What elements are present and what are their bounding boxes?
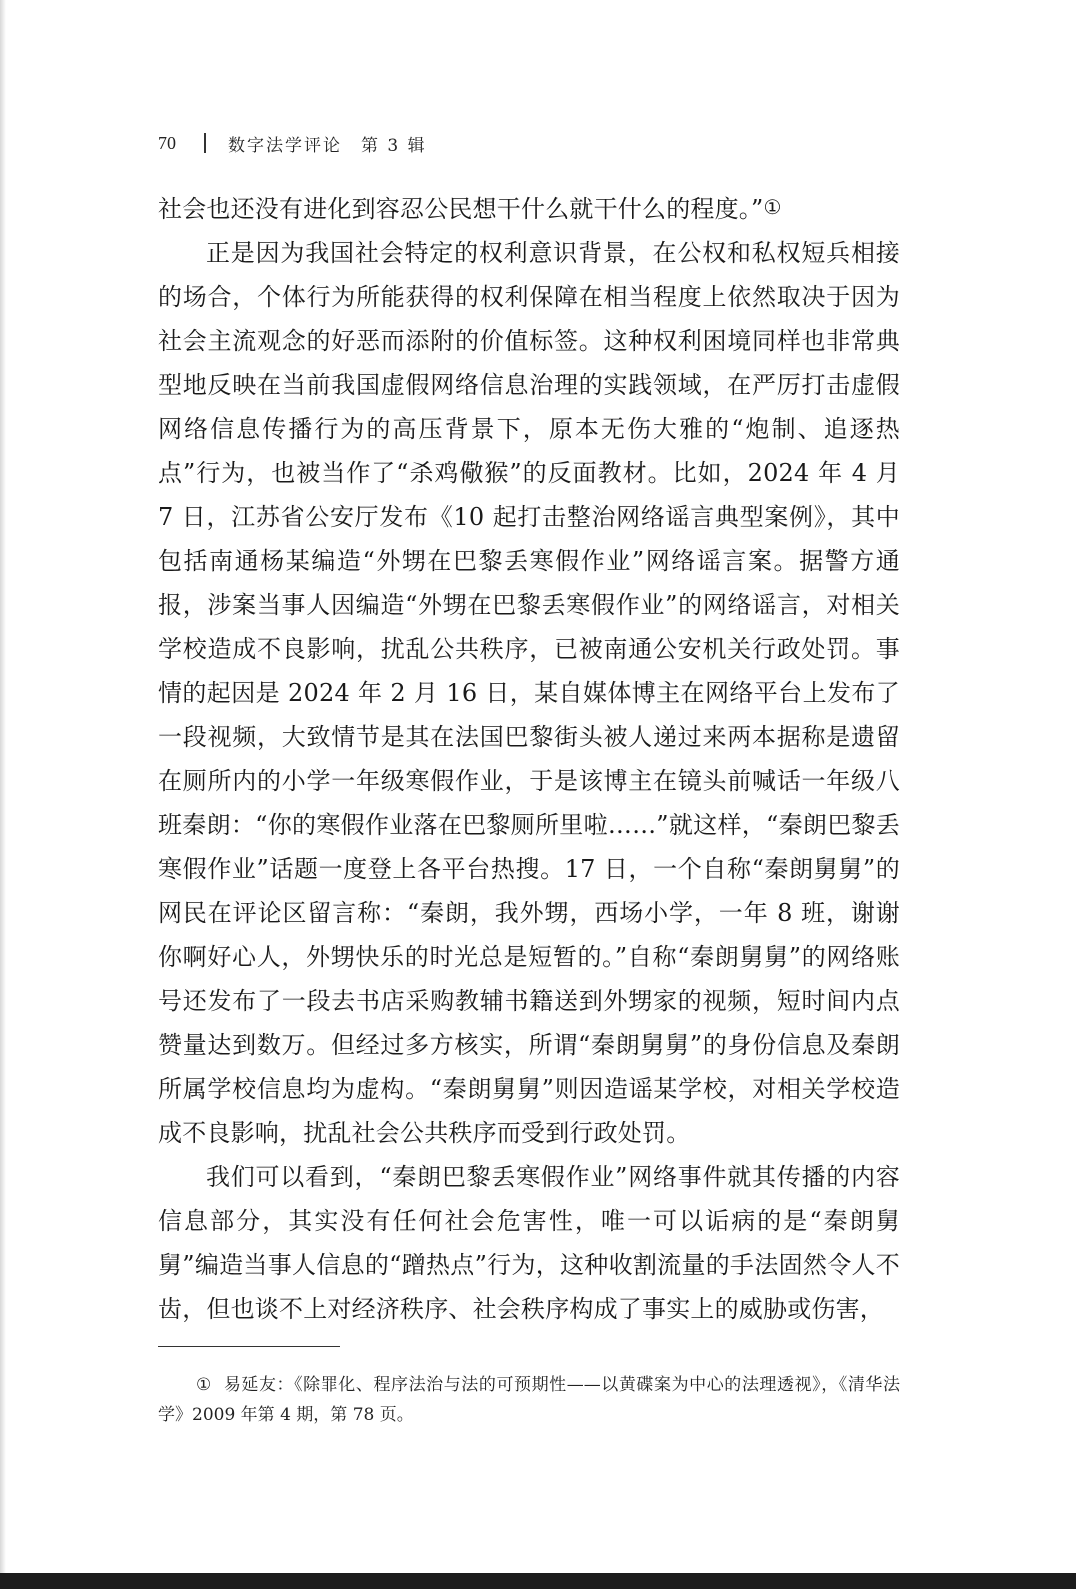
paragraph-text: 我们可以看到，“秦朗巴黎丢寒假作业”网络事件就其传播的内容信息部分，其实没有任何社会危害性，唯一可以诟病的是“秦朗舅舅”编造当事人信息的“蹭热点”行为，这种收割流量的手法固然令人不齿，但也谈不上对经济秩序、社会秩序构成了事实上的威胁或伤害， xyxy=(158,1163,900,1323)
paragraph xyxy=(158,1155,900,1331)
header-separator xyxy=(204,133,206,153)
page-bottom-edge xyxy=(0,1573,1076,1589)
footnote-reference[interactable]: ① xyxy=(763,195,782,219)
body-text xyxy=(158,185,900,1331)
paragraph xyxy=(158,231,900,1155)
page-binding-shadow xyxy=(0,0,6,1589)
footnote-text: 易延友：《除罪化、程序法治与法的可预期性——以黄碟案为中心的法理透视》，《清华法学》2009 年第 4 期，第 78 页。 xyxy=(158,1375,900,1425)
footnote xyxy=(158,1370,900,1430)
footnotes xyxy=(158,1370,900,1430)
footnote-number: ① xyxy=(196,1375,212,1395)
paragraph-continued xyxy=(158,185,900,231)
paragraph-text: 正是因为我国社会特定的权利意识背景，在公权和私权短兵相接的场合，个体行为所能获得的权利保障在相当程度上依然取决于因为社会主流观念的好恶而添附的价值标签。这种权利困境同样也非常典型地反映在当前我国虚假网络信息治理的实践领域，在严厉打击虚假网络信息传播行为的高压背景下，原本无伤大雅的“炮制、追逐热点”行为，也被当作了“杀鸡儆猴”的反面教材。比如，2024 年 4 月 7 日，江苏省公安厅发布《10 起打击整治网络谣言典型案例》，其中包括南通杨某编造“外甥在巴黎丢寒假作业”网络谣言案。据警方通报，涉案当事人因编造“外甥在巴黎丢寒假作业”的网络谣言，对相关学校造成不良影响，扰乱公共秩序，已被南通公安机关行政处罚。事情的起因是 2024 年 2 月 16 日，某自媒体博主在网络平台上发布了一段视频，大致情节是其在法国巴黎街头被人递过来两本据称是遗留在厕所内的小学一年级寒假作业，于是该博主在镜头前喊话一年级八班秦朗：“你的寒假作业落在巴黎厕所里啦……”就这样，“秦朗巴黎丢寒假作业”话题一度登上各平台热搜。17 日，一个自称“秦朗舅舅”的网民在评论区留言称：“秦朗，我外甥，西场小学，一年 8 班，谢谢你啊好心人，外甥快乐的时光总是短暂的。”自称“秦朗舅舅”的网络账号还发布了一段去书店采购教辅书籍送到外甥家的视频，短时间内点赞量达到数万。但经过多方核实，所谓“秦朗舅舅”的身份信息及秦朗所属学校信息均为虚构。“秦朗舅舅”则因造谣某学校，对相关学校造成不良影响，扰乱社会公共秩序而受到行政处罚。 xyxy=(158,239,900,1147)
footnote-divider xyxy=(158,1346,340,1347)
running-header xyxy=(158,130,427,156)
journal-title: 数字法学评论 第 3 辑 xyxy=(228,135,427,156)
paragraph-text: 社会也还没有进化到容忍公民想干什么就干什么的程度。” xyxy=(158,195,764,223)
page-number: 70 xyxy=(158,132,176,153)
